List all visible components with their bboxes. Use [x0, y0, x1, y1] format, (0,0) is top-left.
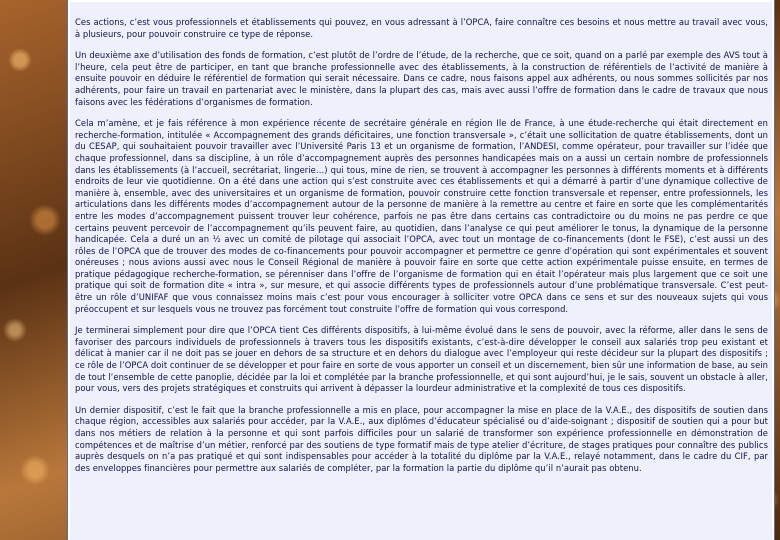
paragraph-2: Un deuxième axe d’utilisation des fonds de formation, c’est plutôt de l’ordre de l’étude, de la recherche, que ce soit, quand on a parlé par exemple des AVS tout à l’heure, cela peut être de participer, en tant que branche professionnelle avec des établissements, à la construction de référentiels de l’activité de manière à ensuite pouvoir en déduire le référentiel de formation qui serait nécessaire. Dans ce cadre, nous faisons appel aux adhérents, ou nous sommes sollicités par nos adhérents, pour faire un travail en partenariat avec le ministère, dans la plupart des cas, mais avec aussi l’offre de formation dans le cadre de travaux que nous faisons avec les fédérations d’organismes de formation. [75, 50, 768, 107]
document-panel [67, 0, 775, 540]
document-body [70, 2, 772, 540]
paragraph-5: Un dernier dispositif, c’est le fait que la branche professionnelle a mis en place, pour accompagner la mise en place de la V.A.E., des dispositifs de soutien dans chaque région, accessibles aux salariés pour accéder, par la V.A.E., aux diplômes d’éducateur spécialisé ou d’aide-soignant ; dispositif de soutien qui a pour but dans nos métiers de relation à la personne et qui sont parfois difficiles pour un salarié de transformer son expérience professionnelle en démonstration de compétences et de maîtrise d’un métier, renforcé par des soutiens de type formatif mais de type atelier d’écriture, de stages pratiques pour connaître des publics auprès desquels on n’a pas pratiqué et qui sont indispensables pour accéder à la totalité du diplôme par la V.A.E., relayé notamment, dans le cadre du CIF, par des enveloppes financières pour permettre aux salariés de compléter, par la formation la partie du diplôme qu’il n’aurait pas obtenu. [75, 404, 768, 473]
paragraph-3: Cela m’amène, et je fais référence à mon expérience récente de secrétaire générale en région Ile de France, à une étude-recherche qui était directement en recherche-formation, intitulée « Accompagnement des grands déficitaires, une fonction transversale », c’était une sollicitation de quatre établissements, dont un du CESAP, qui souhaitaient pouvoir travailler avec l’Université Paris 13 et un organisme de formation, l’ANDESI, comme opérateur, pour travailler sur l’idée que chaque professionnel, dans sa discipline, à un rôle d’accompagnement auprès des personnes handicapées mais on a aussi un certain nombre de professionnels dans les établissements (à l’accueil, secrétariat, lingerie…) qui tous, mine de rien, se trouvent à accompagner les personnes à différents moments et à différents endroits de leur vie quotidienne. On a été dans une action qui s’est construite avec ces établissements et qui a démarré à partir d’une dynamique collective de manière à, ensemble, avec des universitaires et un organisme de formation, pouvoir construire cette fonction transversale et repenser, entre professionnels, les articulations dans les différents modes d’accompagnement autour de la personne de manière à la remettre au centre et faire en sorte que les complémentarités entre les modes d’accompagnement puissent trouver leur cohérence, parfois ne pas être dans certains cas contradictoire ou du moins ne pas perdre ce que certains peuvent percevoir de l’accompagnement qu’ils peuvent faire, au quotidien, dans l’analyse ce qui peut améliorer le tonus, la dynamique de la personne handicapée. Cela a duré un an ½ avec un comité de pilotage qui associait l’OPCA, avec tout un montage de co-financements (dont le FSE), c’est aussi un des rôles de l’OPCA que de trouver des modes de co-financements pour pouvoir accompagner et permettre ce genre d’opération qui sont expérimentales et souvent onéreuses ; nous avions aussi avec nous le Conseil Régional de manière à pouvoir faire en sorte que cette action expérimentale puisse ensuite, en termes de pratique pédagogique recherche-formation, se pérenniser dans l’offre de l’organisme de formation qui en était l’opérateur mais plus largement que ce soit une pratique qui soit de formation dite « intra », sur mesure, et qui associe différents types de professionnels autour d’une problématique transversale. C’est peut-être un rôle d’UNIFAF que vous connaissez moins mais c’est pour vous encourager à solliciter votre OPCA dans ce sens et sur des nouveaux sujets qui vous préoccupent et sur lesquels vous ne trouvez pas forcément tout construite l’offre de formation qui vous correspond. [75, 118, 768, 314]
paragraph-4: Je terminerai simplement pour dire que l’OPCA tient Ces différents dispositifs, à lui-même évolué dans le sens de pouvoir, avec la réforme, aller dans le sens de favoriser des parcours individuels de professionnels à travers tous les dispositifs existants, c’est-à-dire développer le conseil aux salariés trop peu existant et délicat à manier car il ne doit pas se jouer en dehors de sa structure et en dehors du dialogue avec l’employeur qui reste décideur sur la plupart des dispositifs ; ce rôle de l’OPCA doit continuer de se développer et pour faire en sorte de vous apporter un conseil et un discernement, bien sûr une information de base, au sein de tout l’ensemble de cette panoplie, décidée par la loi et complétée par la branche professionnelle, et qui sont aujourd’hui, je le sais, souvent un obstacle à aller, pour vous, vers des projets stratégiques et construits qui arrivent à dépasser la lourdeur administrative et la complexité de tous ces dispositifs. [75, 325, 768, 394]
paragraph-1: Ces actions, c’est vous professionnels et établissements qui pouvez, en vous adressant à l’OPCA, faire connaître ces besoins et nous mettre au travail avec vous, à plusieurs, pour pouvoir construire ce type de réponse. [75, 17, 768, 39]
